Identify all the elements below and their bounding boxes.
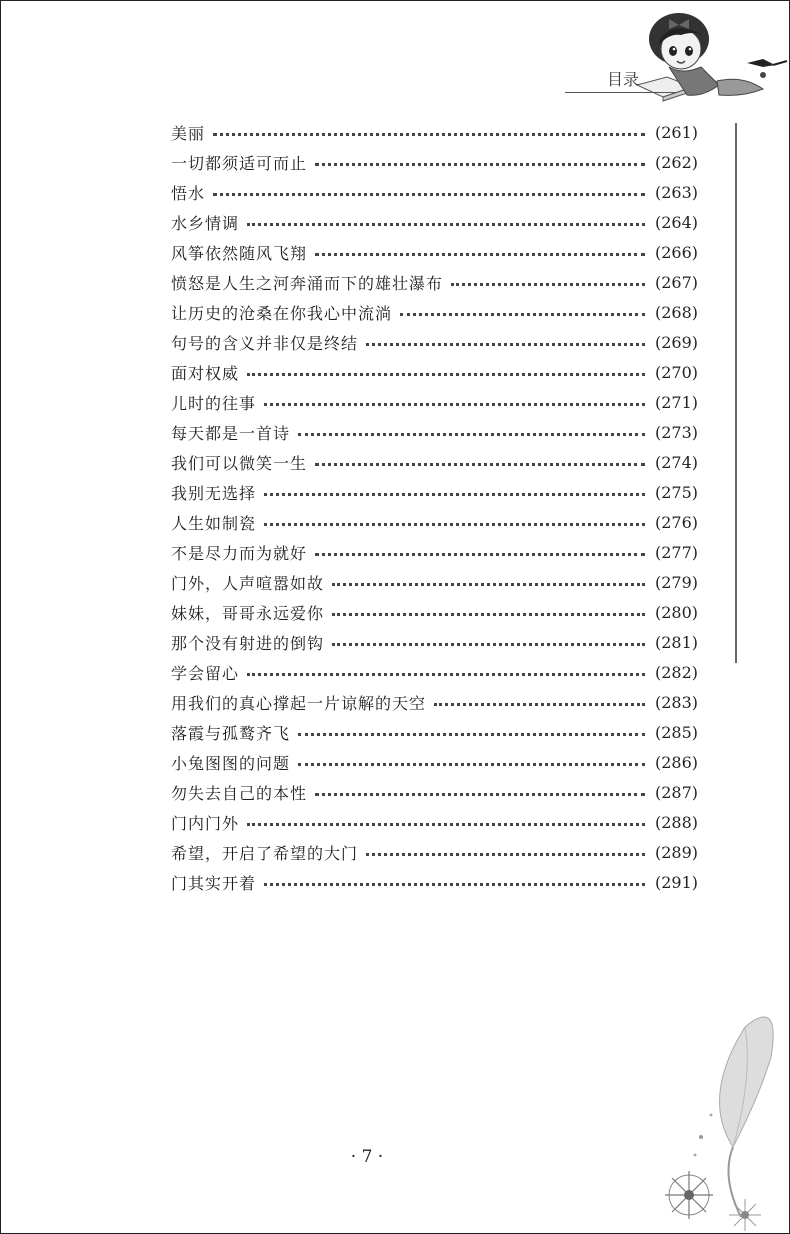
toc-entry-title: 门内门外 [171,813,240,833]
toc-entry-title: 愤怒是人生之河奔涌而下的雄壮瀑布 [171,273,444,293]
toc-entry-page: (283) [654,692,698,712]
toc-entry-page: (276) [654,512,698,532]
toc-entry-title: 儿时的往事 [171,393,257,413]
toc-entry-title: 一切都须适可而止 [171,153,308,173]
toc-entry-page: (282) [654,662,698,682]
girl-reading-illustration [623,5,790,115]
toc-entry[interactable] [171,747,698,777]
toc-entry-title: 悟水 [171,183,206,203]
toc-entry-page: (277) [654,542,698,562]
toc-entry-page: (285) [654,722,698,742]
dot-leader [264,493,645,496]
toc-entry-page: (274) [654,452,698,472]
toc-entry[interactable] [171,717,698,747]
dot-leader [247,823,645,826]
toc-entry[interactable] [171,177,698,207]
floral-illustration [641,987,790,1234]
dot-leader [213,193,645,196]
dot-leader [366,343,645,346]
toc-entry[interactable] [171,837,698,867]
toc-entry[interactable] [171,597,698,627]
toc-entry-page: (273) [654,422,698,442]
toc-entry-title: 希望，开启了希望的大门 [171,843,359,863]
toc-entry-page: (287) [654,782,698,802]
toc-entry-page: (291) [654,872,698,892]
toc-entry-title: 学会留心 [171,663,240,683]
toc-entry-title: 勿失去自己的本性 [171,783,308,803]
dot-leader [451,283,645,286]
dot-leader [332,613,645,616]
dot-leader [264,883,645,886]
toc-entry-page: (288) [654,812,698,832]
toc-entry[interactable] [171,147,698,177]
toc-entry[interactable] [171,807,698,837]
toc-entry-title: 妹妹，哥哥永远爱你 [171,603,325,623]
toc-entry-title: 人生如制瓷 [171,513,257,533]
toc-entry-page: (271) [654,392,698,412]
dot-leader [315,553,645,556]
toc-entry-title: 小兔图图的问题 [171,753,291,773]
toc-entry-page: (281) [654,632,698,652]
toc-entry[interactable] [171,627,698,657]
dot-leader [315,463,645,466]
toc-entry[interactable] [171,417,698,447]
toc-entry-page: (275) [654,482,698,502]
toc-entry-page: (264) [654,212,698,232]
toc-entry[interactable] [171,867,698,897]
dot-leader [298,733,645,736]
dot-leader [247,373,645,376]
toc-entry[interactable] [171,267,698,297]
toc-entry-title: 门外，人声喧嚣如故 [171,573,325,593]
dot-leader [298,763,645,766]
toc-entry-title: 让历史的沧桑在你我心中流淌 [171,303,393,323]
toc-entry-title: 落霞与孤鹜齐飞 [171,723,291,743]
toc-entry-page: (286) [654,752,698,772]
side-rule [735,123,737,663]
toc-entry[interactable] [171,687,698,717]
toc-entry[interactable] [171,777,698,807]
dot-leader [332,643,645,646]
dot-leader [332,583,645,586]
page-number: · 7 · [350,1147,384,1167]
toc-entry[interactable] [171,537,698,567]
table-of-contents [171,117,698,897]
toc-entry-page: (270) [654,362,698,382]
toc-entry[interactable] [171,387,698,417]
toc-entry-title: 每天都是一首诗 [171,423,291,443]
dot-leader [264,403,645,406]
toc-entry[interactable] [171,297,698,327]
dot-leader [315,793,645,796]
toc-entry[interactable] [171,507,698,537]
toc-entry[interactable] [171,357,698,387]
toc-entry-title: 门其实开着 [171,873,257,893]
dot-leader [213,133,645,136]
dot-leader [315,253,645,256]
toc-entry[interactable] [171,327,698,357]
toc-entry-page: (279) [654,572,698,592]
dot-leader [247,673,645,676]
toc-entry[interactable] [171,237,698,267]
toc-entry[interactable] [171,447,698,477]
toc-entry[interactable] [171,477,698,507]
toc-entry-title: 我们可以微笑一生 [171,453,308,473]
toc-entry-page: (289) [654,842,698,862]
toc-entry-title: 用我们的真心撑起一片谅解的天空 [171,693,427,713]
toc-entry-title: 我别无选择 [171,483,257,503]
toc-entry-page: (268) [654,302,698,322]
toc-entry-page: (262) [654,152,698,172]
toc-entry-title: 那个没有射进的倒钩 [171,633,325,653]
dot-leader [366,853,645,856]
toc-entry-title: 面对权威 [171,363,240,383]
toc-entry-title: 风筝依然随风飞翔 [171,243,308,263]
toc-entry-title: 句号的含义并非仅是终结 [171,333,359,353]
toc-entry[interactable] [171,117,698,147]
toc-entry[interactable] [171,207,698,237]
toc-entry[interactable] [171,657,698,687]
toc-entry-title: 美丽 [171,123,206,143]
toc-entry-page: (269) [654,332,698,352]
dot-leader [247,223,645,226]
toc-entry-page: (267) [654,272,698,292]
toc-entry[interactable] [171,567,698,597]
toc-entry-title: 水乡情调 [171,213,240,233]
toc-entry-title: 不是尽力而为就好 [171,543,308,563]
dot-leader [315,163,645,166]
section-label: 目录 [607,70,640,89]
toc-entry-page: (261) [654,122,698,142]
dot-leader [264,523,645,526]
toc-entry-page: (263) [654,182,698,202]
dot-leader [400,313,645,316]
header-rule [565,92,677,93]
dot-leader [298,433,645,436]
dot-leader [434,703,645,706]
toc-entry-page: (280) [654,602,698,622]
toc-entry-page: (266) [654,242,698,262]
